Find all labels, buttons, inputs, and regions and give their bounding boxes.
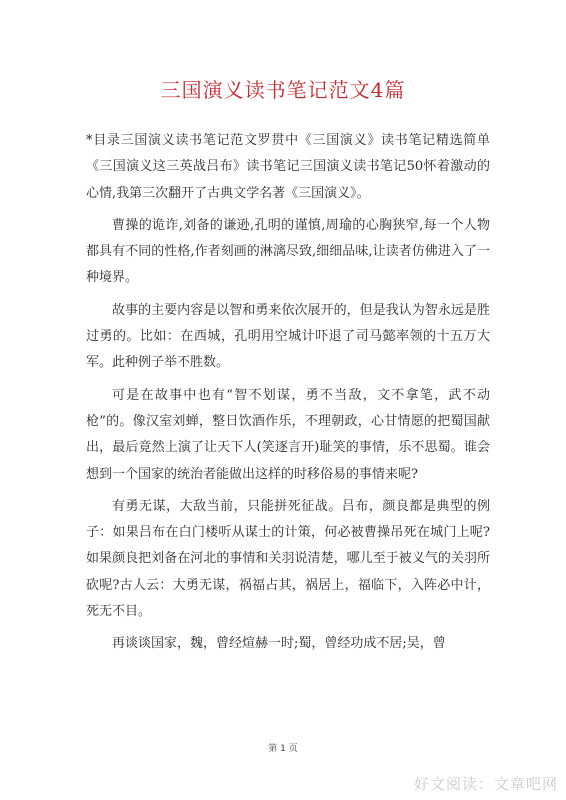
document-title: 三国演义读书笔记范文4篇 <box>160 78 406 102</box>
document-body <box>86 128 490 664</box>
paragraph: 故事的主要内容是以智和勇来依次展开的，但是我认为智永远是胜过勇的。比如：在西城，孔明用空城计吓退了司马懿率领的十五万大军。此种例子举不胜数。 <box>86 302 490 371</box>
site-watermark: 好文阅读：文章吧网 <box>413 775 558 793</box>
paragraph: 有勇无谋，大敌当前，只能拼死征战。吕布，颜良都是典型的例子：如果吕布在白门楼听从谋士的计策，何必被曹操吊死在城门上呢?如果颜良把刘备在河北的事情和关羽说清楚，哪儿至于被义气的关羽所砍呢?古人云：大勇无谋，祸福占其，祸居上，福临下，入阵必中计，死无不目。 <box>86 498 490 620</box>
paragraph: *目录三国演义读书笔记范文罗贯中《三国演义》读书笔记精选简单《三国演义这三英战吕布》读书笔记三国演义读书笔记50怀着激动的心情,我第三次翻开了古典文学名著《三国演义》。 <box>86 133 490 201</box>
paragraph: 再谈谈国家，魏，曾经煊赫一时;蜀，曾经功成不居;吴，曾 <box>112 636 446 652</box>
paragraph: 曹操的诡诈,刘备的谦逊,孔明的谨慎,周瑜的心胸狭窄,每一个人物都具有不同的性格,作者刻画的淋漓尽致,细细品味,让读者仿佛进入了一种境界。 <box>86 217 490 286</box>
page-number: 第 1 页 <box>268 744 298 754</box>
paragraph: 可是在故事中也有“智不划谋，勇不当敌，文不拿笔，武不动枪”的。像汉室刘蝉，整日饮酒作乐，不理朝政，心甘情愿的把蜀国献出，最后竟然上演了让天下人(笑逐言开)耻笑的事情，乐不思蜀。谁会想到一个国家的统治者能做出这样的时移俗易的事情来呢? <box>86 387 490 482</box>
